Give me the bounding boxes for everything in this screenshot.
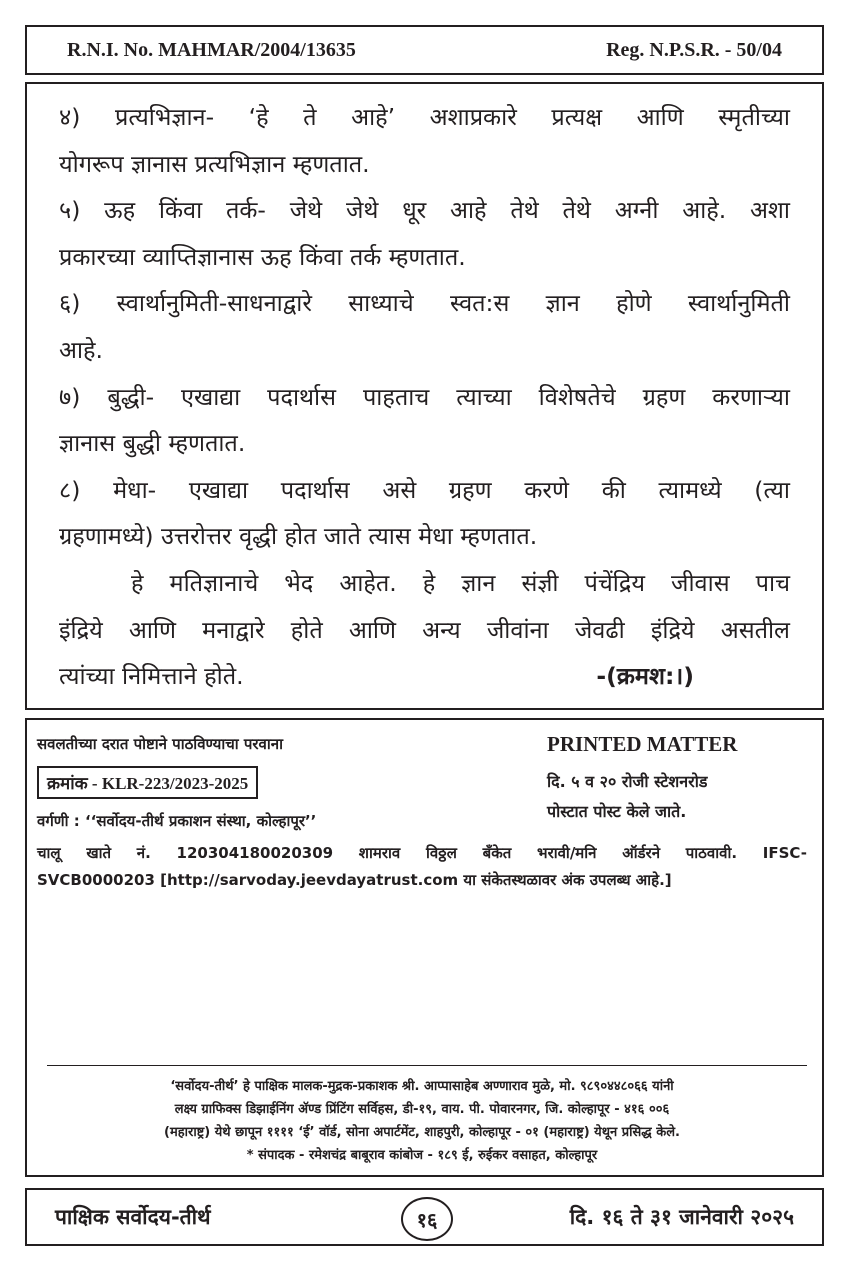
postal-info-box [25, 718, 824, 1177]
permit-number: क्रमांक - KLR-223/2023-2025 [37, 766, 258, 799]
article-line: ४) प्रत्यभिज्ञान- ‘हे ते आहे’ अशाप्रकारे प्रत्यक्ष आणि स्मृतीच्या [59, 103, 790, 131]
article-line: ७) बुद्धी- एखाद्या पदार्थास पाहताच त्याच्या विशेषतेचे ग्रहण करणाऱ्या [59, 382, 790, 411]
account-line: चालू खाते नं. 120304180020309 शामराव विठ्ठल बँकेत भरावी/मनि ऑर्डरने पाठवावी. IFSC- [37, 844, 807, 862]
article-line: ज्ञानास बुद्धी म्हणतात. [59, 429, 246, 458]
imprint-line: ‘सर्वोदय-तीर्थ’ हे पाक्षिक मालक-मुद्रक-प्रकाशक श्री. आप्पासाहेब अण्णाराव मुळे, मो. ९८९०४४८०६६ यांनी [170, 1079, 674, 1094]
printer-imprint [37, 1075, 807, 1167]
masthead-bar [25, 25, 824, 75]
postal-permit: सवलतीच्या दरात पोष्टाने पाठविण्याचा परवाना [37, 735, 283, 753]
article-line: त्यांच्या निमित्ताने होते. [59, 662, 244, 691]
account-line: SVCB0000203 [http://sarvoday.jeevdayatrust.com या संकेतस्थळावर अंक उपलब्ध आहे.] [37, 871, 672, 889]
article-line: आहे. [59, 335, 103, 364]
article-line: ६) स्वार्थानुमिती-साधनाद्वारे साध्याचे स्वत:स ज्ञान होणे स्वार्थानुमिती [59, 289, 790, 318]
imprint-line: * संपादक - रमेशचंद्र बाबूराव कांबोज - १८९ ई, रुईकर वसाहत, कोल्हापूर [246, 1148, 598, 1163]
subscription-payee: वर्गणी : ‘‘सर्वोदय-तीर्थ प्रकाशन संस्था, कोल्हापूर’’ [37, 812, 317, 830]
imprint-line: लक्ष्य ग्राफिक्स डिझाईनिंग ॲण्ड प्रिंटिंग सर्विहस, डी-१९, वाय. पी. पोवारनगर, जि. कोल्हापूर - ४१६ ००६ [174, 1102, 670, 1117]
continued-marker: -(क्रमश:।) [596, 662, 694, 691]
imprint-line: (महाराष्ट्र) येथे छापून ११११ ‘ई’ वॉर्ड, सोना अपार्टमेंट, शाहपुरी, कोल्हापूर - ०१ (महाराष्ट्र) येथून प्रसिद्ध केले. [164, 1125, 680, 1140]
article-line: ८) मेधा- एखाद्या पदार्थास असे ग्रहण करणे की त्यामध्ये (त्या [59, 475, 790, 504]
article-line: ५) ऊह किंवा तर्क- जेथे जेथे धूर आहे तेथे तेथे अग्नी आहे. अशा [59, 196, 790, 225]
registration-number: Reg. N.P.S.R. - 50/04 [606, 38, 782, 61]
article-line: प्रकारच्या व्याप्तिज्ञानास ऊह किंवा तर्क म्हणतात. [59, 242, 466, 271]
article-line: हे मतिज्ञानाचे भेद आहेत. हे ज्ञान संज्ञी पंचेंद्रिय जीवास पाच [131, 568, 790, 597]
article-tail [59, 653, 790, 700]
rni-number: R.N.I. No. MAHMAR/2004/13635 [67, 38, 356, 61]
page-number: १६ [401, 1197, 453, 1241]
divider [47, 1065, 807, 1066]
issue-date: दि. १६ ते ३१ जानेवारी २०२५ [569, 1205, 794, 1229]
article-line: योगरूप ज्ञानास प्रत्यभिज्ञान म्हणतात. [59, 149, 370, 178]
article-line: इंद्रिये आणि मनाद्वारे होते आणि अन्य जीवांना जेवढी इंद्रिये असतील [59, 615, 790, 644]
article-line: ग्रहणामध्ये) उत्तरोत्तर वृद्धी होत जाते त्यास मेधा म्हणतात. [59, 522, 538, 551]
printed-matter-label: PRINTED MATTER [547, 732, 738, 756]
posting-schedule: दि. ५ व २० रोजी स्टेशनरोड [547, 772, 708, 791]
footer-bar [25, 1188, 824, 1246]
publication-title: पाक्षिक सर्वोदय-तीर्थ [55, 1205, 211, 1229]
account-details [37, 840, 807, 894]
posting-location: पोस्टात पोस्ट केले जाते. [547, 802, 687, 821]
article-box [25, 82, 824, 710]
